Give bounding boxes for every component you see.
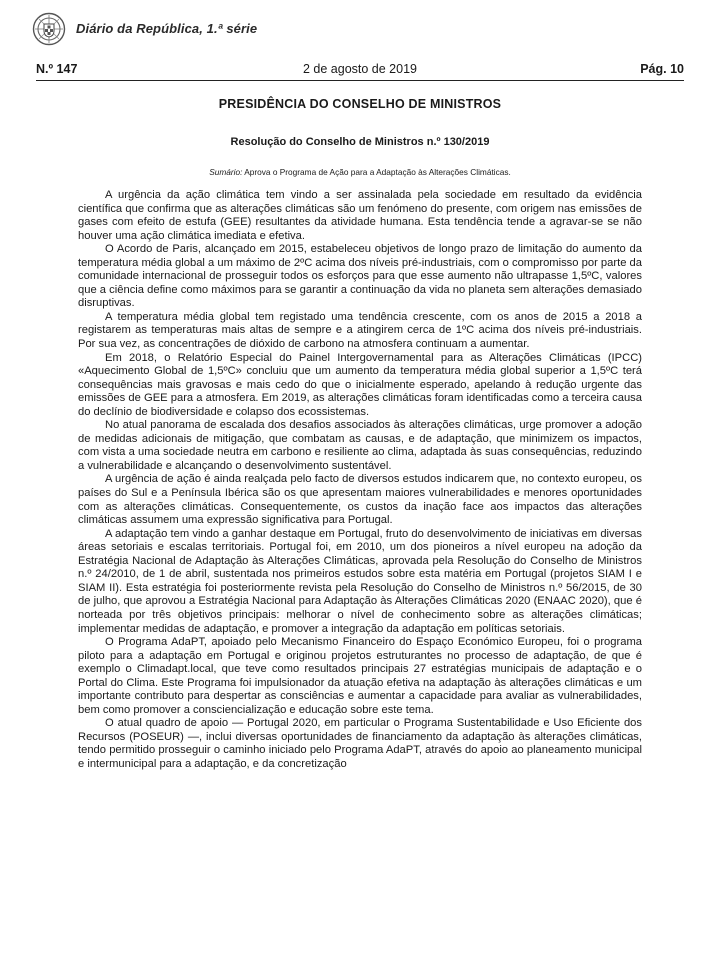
republic-seal-icon [32,12,66,46]
issue-date: 2 de agosto de 2019 [303,62,417,76]
issuing-body: PRESIDÊNCIA DO CONSELHO DE MINISTROS [218,97,502,111]
paragraph: A temperatura média global tem registado uma tendência crescente, com os anos de 2015 a 2018 a registarem as temperaturas mais altas de sempre e a atingirem cerca de 1ºC acima dos níveis pré-industriais. Por sua vez, as concentrações de dióxido de carbono na atmosfera continuam a aumentar. [78,310,642,351]
masthead [32,10,692,50]
summary-text: Aprova o Programa de Ação para a Adaptação às Alterações Climáticas. [242,167,511,177]
paragraph: O atual quadro de apoio — Portugal 2020, em particular o Programa Sustentabilidade e Uso Eficiente dos Recursos (POSEUR) —, inclui diversas oportunidades de financiamento da adaptação às alterações climáticas, tendo permitido prosseguir o caminho iniciado pelo Programa AdaPT, através do apoio ao planeamento municipal e intermunicipal para a adaptação, e da concretização [78,717,642,770]
paragraph: A urgência de ação é ainda realçada pelo facto de diversos estudos indicarem que, no contexto europeu, os países do Sul e a Península Ibérica são os que apresentam maiores vulnerabilidades e menores oportunidades com as alterações climáticas. Consequentemente, os custos da inação face aos impactos das alterações climáticas assumem uma expressão significativa para Portugal. [78,473,642,527]
summary [36,167,684,177]
issue-bar [36,62,684,81]
paragraph: O Programa AdaPT, apoiado pelo Mecanismo Financeiro do Espaço Económico Europeu, foi o programa piloto para a adaptação em Portugal e originou projetos estruturantes no processo de adaptação, de que é exemplo o Climadapt.local, que teve como resultados principais 27 estratégias municipais de adaptação e o Portal do Clima. Este Programa foi impulsionador da atuação efetiva na adaptação às alterações climáticas e um importante contributo para despertar as consciências e aumentar a capacidade para avaliar as vulnerabilidades, bem como promover a consciencialização e educação sobre este tema. [78,636,642,716]
paragraph: A adaptação tem vindo a ganhar destaque em Portugal, fruto do desenvolvimento de iniciativas em diversas áreas setoriais e escalas territoriais. Portugal foi, em 2010, um dos pioneiros a nível europeu na adoção da Estratégia Nacional de Adaptação às Alterações Climáticas, aprovada pela Resolução do Conselho de Ministros n.º 24/2010, de 1 de abril, sustentada nos primeiros estudos sobre esta matéria em Portugal (projetos SIAM I e SIAM II). Esta estratégia foi posteriormente revista pela Resolução do Conselho de Ministros n.º 56/2015, de 30 de julho, que aprovou a Estratégia Nacional para Adaptação às Alterações Climáticas 2020 (ENAAC 2020), que é norteada por três objetivos principais: melhorar o nível de conhecimento sobre as alterações climáticas; implementar medidas de adaptação, e promover a integração da adaptação em políticas setoriais. [78,527,642,635]
paragraph: No atual panorama de escalada dos desafios associados às alterações climáticas, urge promover a adoção de medidas adicionais de mitigação, que combatam as causas, e de adaptação, que minimizem os impactos, com vista a uma sociedade neutra em carbono e resiliente ao clima, adaptada às suas consequências, reduzindo a vulnerabilidade e alcançando o desenvolvimento sustentável. [78,419,642,472]
paragraph: A urgência da ação climática tem vindo a ser assinalada pela sociedade em resultado da evidência científica que confirma que as alterações climáticas são um fenómeno do presente, com origem nas emissões de gases com efeito de estufa (GEE) resultantes da atividade humana. Esta tendência tende a agravar-se se não houver uma ação climática imediata e efetiva. [78,189,642,242]
journal-title: Diário da República, 1.ª série [76,21,258,36]
resolution-title: Resolução do Conselho de Ministros n.º 130/2019 [230,136,490,148]
issue-number: N.º 147 [36,62,78,76]
page-number: Pág. 10 [640,62,684,76]
paragraph: Em 2018, o Relatório Especial do Painel Intergovernamental para as Alterações Climáticas (IPCC) «Aquecimento Global de 1,5ºC» concluiu que um aumento da temperatura média global superior a 1,5ºC terá consequências mais gravosas e mais cedo do que o inicialmente esperado, apelando à redução urgente das emissões de GEE para a atmosfera. Em 2019, as alterações climáticas foram identificadas como a terceira causa do declínio de biodiversidade e colapso dos ecossistemas. [78,351,642,418]
body-text [78,189,642,772]
summary-label: Sumário: [209,167,243,177]
paragraph: O Acordo de Paris, alcançado em 2015, estabeleceu objetivos de longo prazo de limitação do aumento da temperatura média global a um máximo de 2ºC acima dos níveis pré-industriais, com o compromisso por parte da comunidade internacional de prosseguir todos os esforços para que esse aumento não ultrapasse 1,5ºC, valores que a ciência define como máximos para se garantir a continuação da vida no planeta sem alterações demasiado disruptivas. [78,243,642,310]
